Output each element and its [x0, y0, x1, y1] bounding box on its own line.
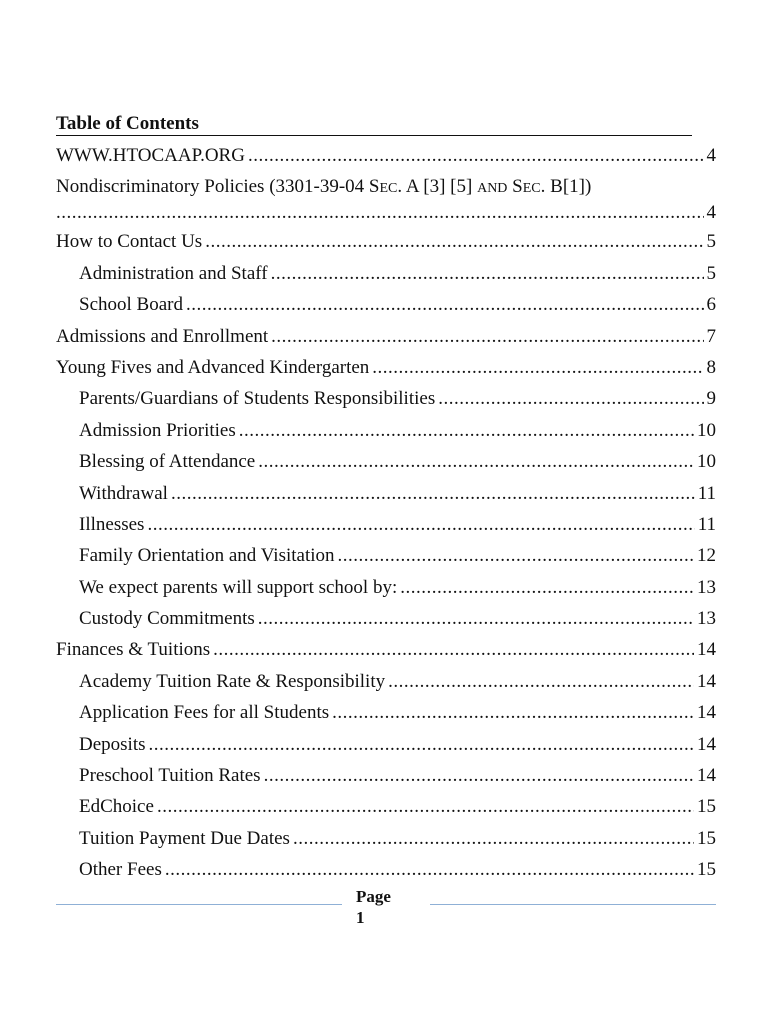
toc-entry-title: Withdrawal — [79, 482, 168, 504]
toc-entry-academy-tuition-rate[interactable] — [56, 666, 716, 697]
toc-entry-page: 11 — [697, 482, 716, 504]
toc-entry-title: Administration and Staff — [79, 262, 268, 284]
toc-entry-administration-staff[interactable] — [56, 258, 716, 289]
toc-entry-title: Tuition Payment Due Dates — [79, 827, 290, 849]
toc-entry-school-board[interactable] — [56, 289, 716, 320]
dot-leader — [264, 760, 694, 791]
toc-entry-title: Finances & Tuitions — [56, 639, 211, 661]
dot-leader — [338, 540, 694, 571]
toc-entry-page: 12 — [697, 545, 716, 567]
dot-leader — [258, 603, 694, 634]
toc-entry-page: 5 — [706, 231, 716, 253]
toc-entry-blessing-of-attendance[interactable] — [56, 446, 716, 477]
toc-entry-page: 9 — [706, 388, 716, 410]
toc-entry-title: School Board — [79, 294, 183, 316]
page-footer — [0, 880, 770, 940]
dot-leader — [56, 202, 704, 226]
toc-entry-edchoice[interactable] — [56, 791, 716, 822]
toc-entry-title: Other Fees — [79, 859, 162, 881]
toc-entry-deposits[interactable] — [56, 729, 716, 760]
toc-entry-young-fives[interactable] — [56, 352, 716, 383]
footer-rule-right — [430, 904, 716, 905]
toc-entry-page: 11 — [697, 513, 716, 535]
dot-leader — [271, 321, 703, 352]
dot-leader — [293, 823, 694, 854]
toc-entry-title: We expect parents will support school by: — [79, 576, 398, 598]
toc-entry-page: 14 — [697, 702, 716, 724]
toc-entry-payment-due-dates[interactable] — [56, 823, 716, 854]
toc-entry-page: 6 — [706, 294, 716, 316]
dot-leader — [271, 258, 704, 289]
toc-entry-page: 14 — [697, 765, 716, 787]
dot-leader — [388, 666, 694, 697]
toc-entry-parents-responsibilities[interactable] — [56, 383, 716, 414]
toc-entry-page: 13 — [697, 576, 716, 598]
toc-entry-title: Admissions and Enrollment — [56, 325, 269, 347]
dot-leader — [186, 289, 704, 320]
dot-leader — [147, 509, 694, 540]
toc-entry-page: 4 — [706, 202, 716, 224]
toc-entry-nondiscriminatory-policies[interactable] — [56, 171, 716, 226]
toc-entry-website[interactable] — [56, 140, 716, 171]
toc-entry-page: 14 — [697, 670, 716, 692]
dot-leader — [239, 415, 694, 446]
toc-entry-preschool-tuition[interactable] — [56, 760, 716, 791]
table-of-contents — [56, 140, 716, 886]
dot-leader — [171, 478, 695, 509]
toc-entry-page: 15 — [697, 827, 716, 849]
dot-leader — [157, 791, 694, 822]
toc-entry-title: Preschool Tuition Rates — [79, 765, 261, 787]
page-number-label — [356, 886, 391, 928]
toc-entry-title: Deposits — [79, 733, 146, 755]
dot-leader — [438, 383, 703, 414]
toc-entry-title: Family Orientation and Visitation — [79, 545, 335, 567]
toc-entry-family-orientation[interactable] — [56, 540, 716, 571]
toc-entry-parent-support[interactable] — [56, 572, 716, 603]
toc-entry-page: 4 — [706, 145, 716, 166]
dot-leader — [213, 634, 694, 665]
toc-entry-admission-priorities[interactable] — [56, 415, 716, 446]
toc-entry-page: 14 — [697, 733, 716, 755]
toc-entry-title: Illnesses — [79, 513, 145, 535]
toc-entry-title: How to Contact Us — [56, 231, 203, 253]
toc-entry-page: 14 — [697, 639, 716, 661]
dot-leader — [372, 352, 703, 383]
page-number: 1 — [356, 908, 365, 927]
toc-entry-page: 10 — [697, 419, 716, 441]
toc-entry-page: 13 — [697, 608, 716, 630]
toc-entry-page: 10 — [697, 451, 716, 473]
toc-entry-title: Academy Tuition Rate & Responsibility — [79, 670, 386, 692]
toc-entry-title: Young Fives and Advanced Kindergarten — [56, 356, 370, 378]
toc-heading: Table of Contents — [56, 113, 692, 136]
dot-leader — [332, 697, 694, 728]
toc-entry-title: Blessing of Attendance — [79, 451, 256, 473]
toc-entry-title: Application Fees for all Students — [79, 702, 330, 724]
toc-entry-illnesses[interactable] — [56, 509, 716, 540]
toc-entry-page: 15 — [697, 859, 716, 881]
toc-entry-title: Nondiscriminatory Policies (3301-39-04 SEC. A [3] [5] AND SEC. B[1]) — [56, 176, 592, 198]
toc-entry-title: Custody Commitments — [79, 608, 255, 630]
toc-entry-finances-tuitions[interactable] — [56, 634, 716, 665]
dot-leader — [248, 140, 704, 171]
toc-entry-title: Parents/Guardians of Students Responsibilities — [79, 388, 436, 410]
toc-entry-title: EdChoice — [79, 796, 154, 818]
toc-entry-withdrawal[interactable] — [56, 478, 716, 509]
toc-entry-title: WWW.HTOCAAP.ORG — [56, 145, 245, 166]
dot-leader — [205, 226, 703, 257]
dot-leader — [400, 572, 694, 603]
toc-entry-page: 15 — [697, 796, 716, 818]
footer-rule-left — [56, 904, 342, 905]
toc-entry-custody-commitments[interactable] — [56, 603, 716, 634]
dot-leader — [258, 446, 694, 477]
toc-entry-admissions[interactable] — [56, 321, 716, 352]
toc-entry-page: 5 — [706, 262, 716, 284]
toc-entry-how-to-contact[interactable] — [56, 226, 716, 257]
toc-entry-application-fees[interactable] — [56, 697, 716, 728]
toc-entry-page: 7 — [706, 325, 716, 347]
page-word: Page — [356, 887, 391, 906]
toc-entry-title: Admission Priorities — [79, 419, 236, 441]
dot-leader — [149, 729, 695, 760]
toc-entry-page: 8 — [706, 356, 716, 378]
